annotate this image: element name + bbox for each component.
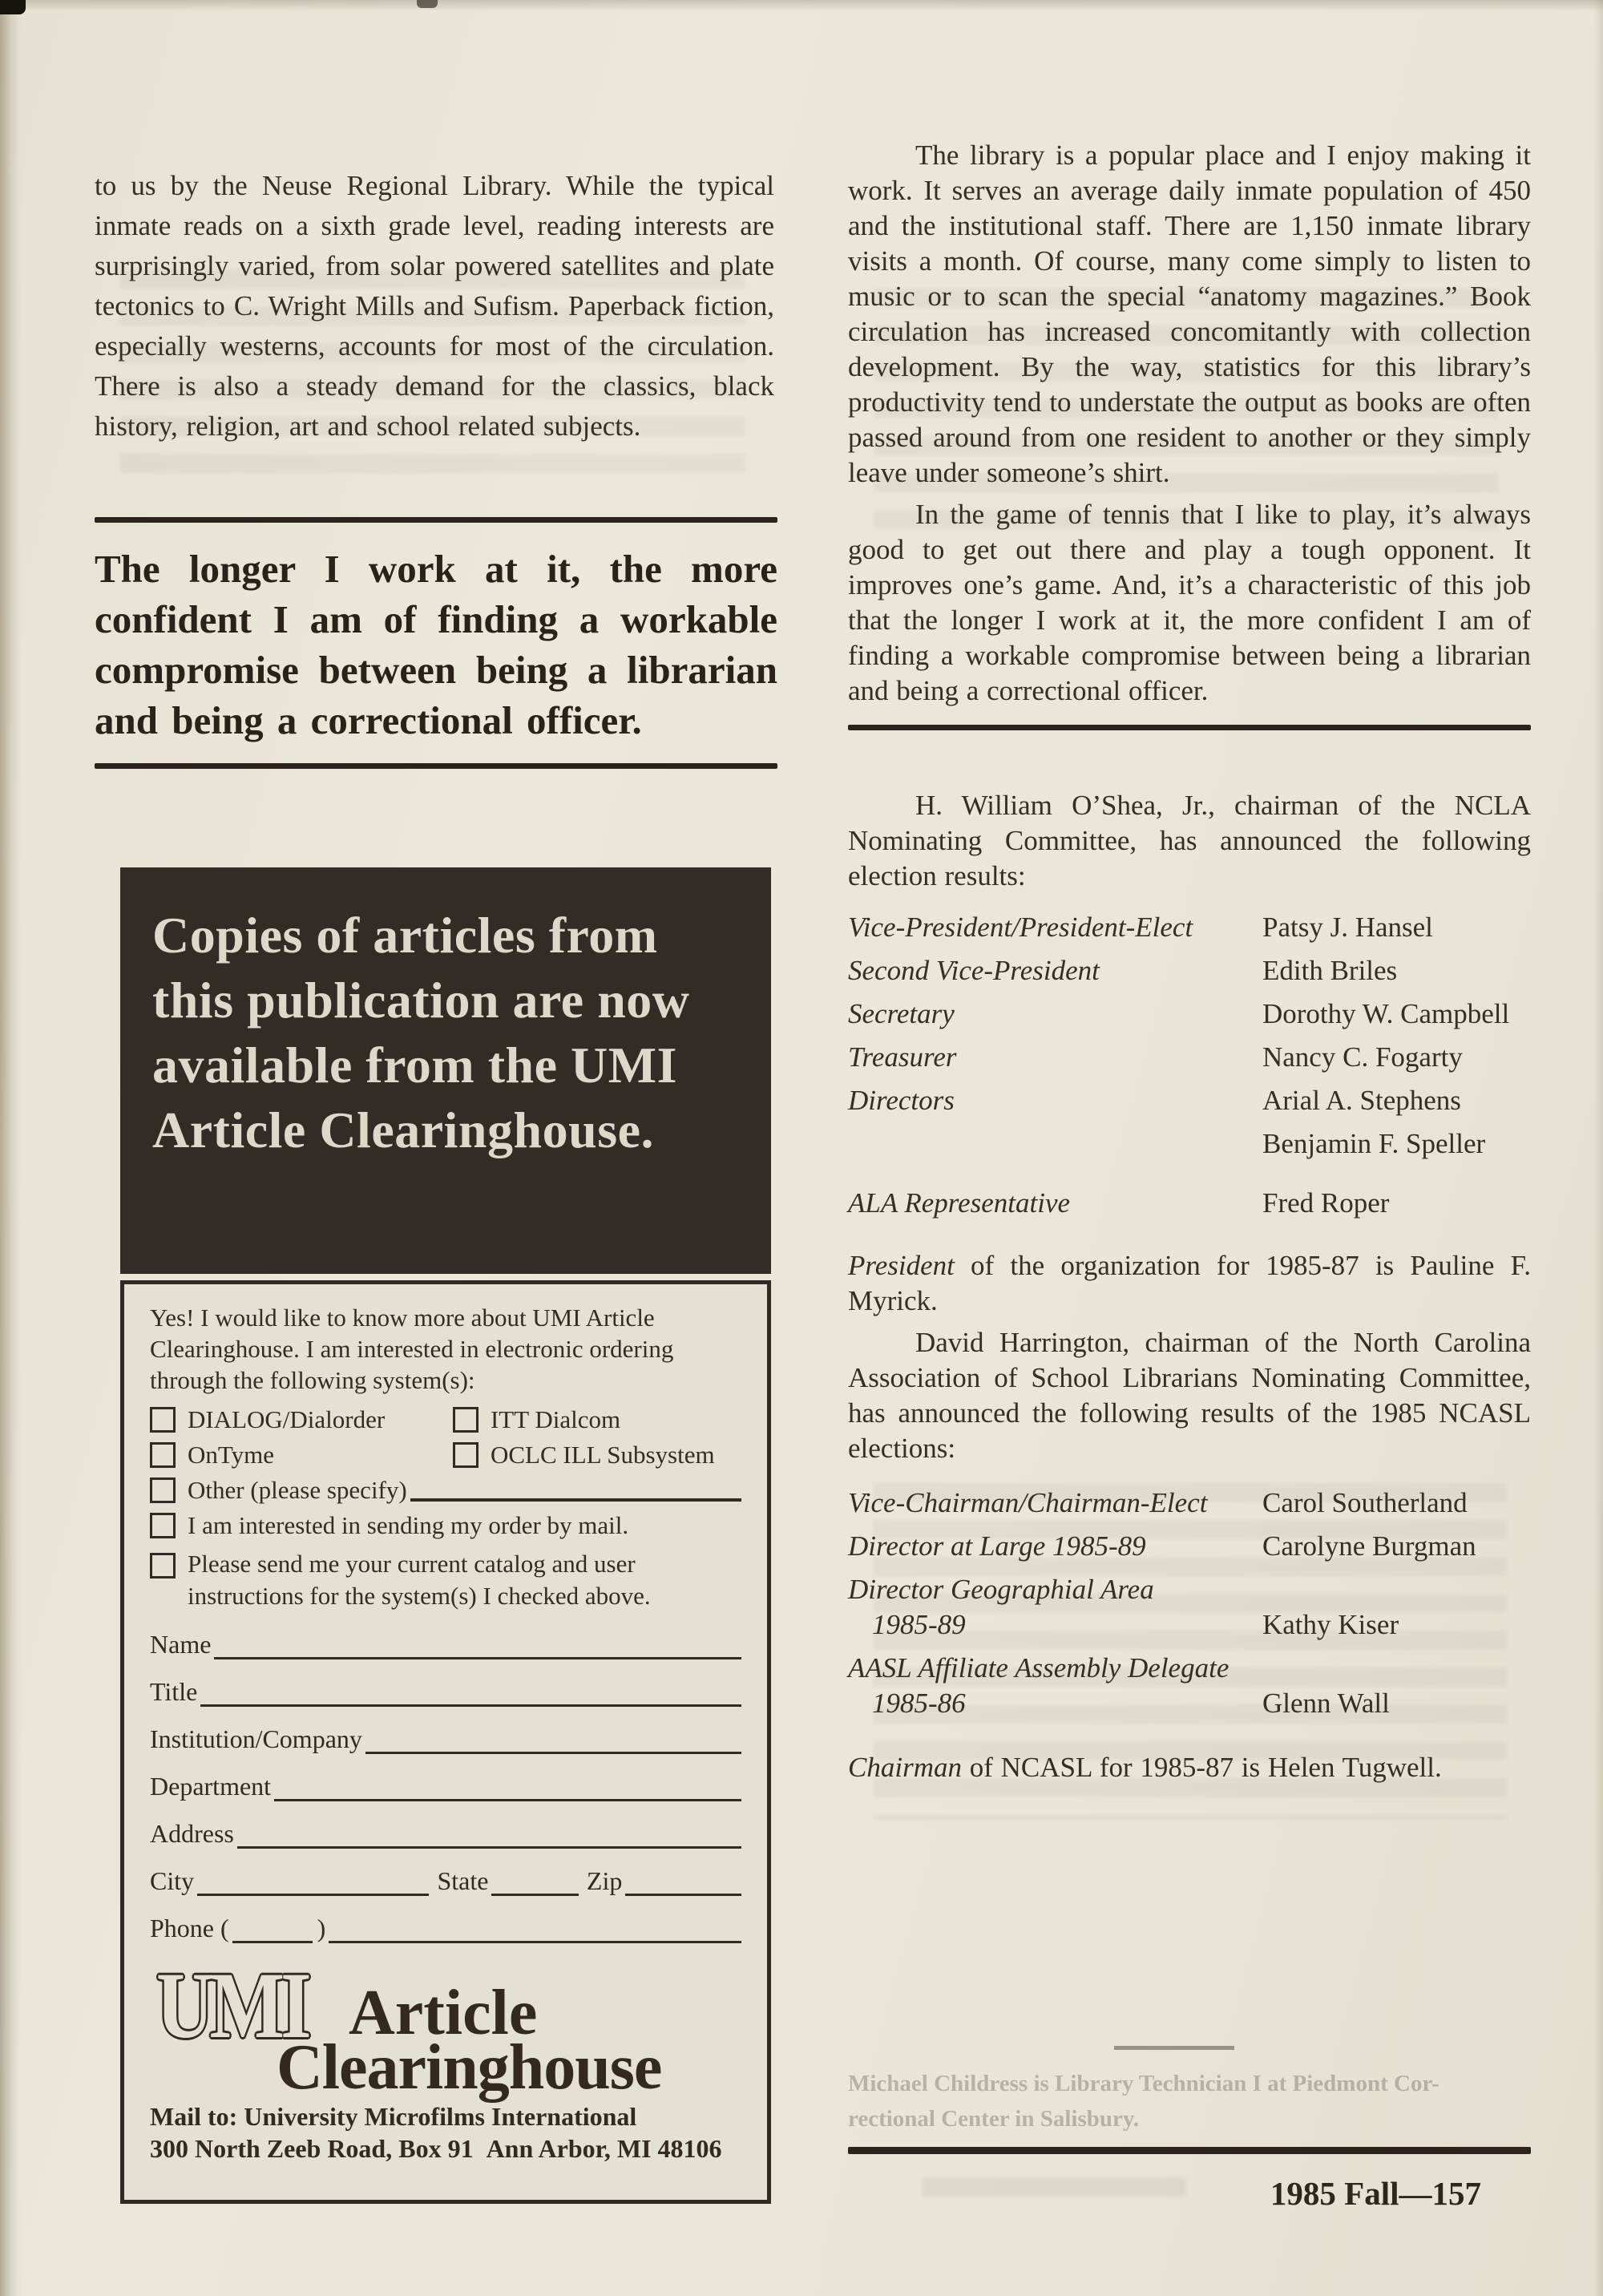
nominee-name: Carol Southerland [1262, 1487, 1468, 1518]
office-label-line: Treasurer [848, 1041, 957, 1073]
page-edge-shadow [1593, 0, 1603, 2296]
president-line-rest: of the organization for 1985-87 is Pauline F. Myrick. [848, 1250, 1531, 1316]
office-label: President [848, 1250, 955, 1281]
election-row [848, 1040, 1531, 1075]
checkbox[interactable] [150, 1553, 176, 1578]
office-label-line: Vice-Chairman/Chairman-Elect [848, 1487, 1208, 1518]
office-label [848, 1529, 1262, 1564]
nominee-names [1262, 910, 1531, 945]
chairman-line [848, 1750, 1531, 1785]
checkbox[interactable] [150, 1477, 176, 1503]
ncasl-election-results [848, 1486, 1531, 1721]
election-row [848, 1486, 1531, 1521]
office-label-line: Secretary [848, 998, 955, 1029]
state-input-line[interactable] [491, 1870, 578, 1896]
office-label-line: 1985-89 [872, 1609, 966, 1640]
article-paragraph: The library is a popular place and I enjoy making it work. It serves an average daily inmate population of 450 and the institutional staff. There are 1,150 inmate library visits a month. Of course, many come simply to listen to music or to scan the special “anatomy magazines.” Book circulation has increased concomitantly with collection development. By the way, statistics for this library’s productivity tend to understate the output as books are often passed around from one resident to another or they simply leave under someone’s shirt. [848, 139, 1531, 488]
nominee-names [1262, 996, 1531, 1032]
title-input-line[interactable] [200, 1680, 741, 1707]
nominee-names [1262, 1686, 1531, 1721]
field-label: ) [317, 1914, 326, 1942]
institution-input-line[interactable] [365, 1728, 741, 1754]
form-intro: Yes! I would like to know more about UMI Article Clearinghouse. I am interested in electronic ordering through the following system(s): [150, 1304, 674, 1394]
footer-rule [848, 2147, 1531, 2154]
pull-quote: The longer I work at it, the more confident I am of finding a workable compromise between being a librarian and being a correctional officer. [95, 547, 777, 742]
office-label-line: ALA Representative [848, 1187, 1071, 1219]
department-input-line[interactable] [274, 1775, 741, 1801]
article-paragraph: David Harrington, chairman of the North Carolina Association of School Librarians Nominating Committee, has announced the following results of the 1985 NCASL elections: [848, 1327, 1531, 1464]
office-label [848, 1486, 1262, 1521]
name-input-line[interactable] [214, 1633, 741, 1659]
election-row [848, 1572, 1531, 1643]
field-label: Department [150, 1772, 272, 1801]
election-row [848, 996, 1531, 1032]
nominee-name: Carolyne Burgman [1262, 1530, 1476, 1562]
right-column [848, 138, 1531, 1785]
office-label-line: Directors [848, 1085, 955, 1116]
pull-quote-block [95, 517, 777, 769]
checkbox[interactable] [150, 1513, 176, 1538]
system-option-ontyme[interactable] [150, 1441, 453, 1469]
umi-logo-text: UMI [156, 1953, 308, 2058]
page-gutter-shadow [0, 0, 21, 2296]
election-row [848, 910, 1531, 945]
system-option-oclc[interactable] [453, 1441, 741, 1469]
zip-input-line[interactable] [625, 1870, 741, 1896]
field-label: Phone ( [150, 1914, 229, 1942]
field-label: Title [150, 1677, 198, 1706]
mail-order-option[interactable] [150, 1511, 741, 1540]
page-edge-shadow [0, 0, 1603, 11]
mail-to-line2: 300 North Zeeb Road, Box 91 Ann Arbor, MI 48106 [150, 2134, 722, 2163]
office-label [848, 910, 1262, 945]
author-footnote [848, 2046, 1531, 2136]
nominee-name: Arial A. Stephens [1262, 1085, 1461, 1116]
article-paragraph: In the game of tennis that I like to play, it’s always good to get out there and play a tough opponent. It improves one’s game. And, it’s a characteristic of this job that the longer I work at it, the more confident I am of finding a workable compromise between being a librarian and being a correctional officer. [848, 499, 1531, 706]
field-phone [150, 1914, 741, 1943]
logo-article-text: Article [349, 1978, 538, 2048]
president-line [848, 1248, 1531, 1319]
nominee-name: Glenn Wall [1262, 1688, 1390, 1719]
office-label-line: Vice-President/President-Elect [848, 912, 1193, 943]
field-label: Zip [586, 1866, 623, 1895]
system-option-dialog[interactable] [150, 1405, 453, 1434]
field-department [150, 1772, 741, 1801]
checkbox[interactable] [150, 1407, 176, 1433]
field-city-state-zip [150, 1866, 741, 1896]
footnote-line1: Michael Childress is Library Technician I at Piedmont Cor- [848, 2071, 1439, 2096]
field-address [150, 1819, 741, 1849]
divider-rule [95, 517, 777, 523]
election-row [848, 1083, 1531, 1162]
office-label [848, 1040, 1262, 1075]
other-option[interactable] [150, 1476, 741, 1505]
field-title [150, 1677, 741, 1707]
mail-to-line1: Mail to: University Microfilms International [150, 2102, 637, 2131]
system-option-label: OCLC ILL Subsystem [490, 1441, 715, 1469]
city-input-line[interactable] [197, 1870, 429, 1896]
footnote-text [848, 2066, 1531, 2136]
office-label-line: AASL Affiliate Assembly Delegate [848, 1652, 1230, 1684]
area-code-input-line[interactable] [232, 1917, 313, 1943]
ad-headline: Copies of articles from this publication are now available from the UMI Article Clearinghouse. [152, 907, 690, 1158]
catalog-option[interactable] [150, 1548, 741, 1612]
nominee-names [1262, 1607, 1531, 1643]
nominee-names [1262, 1040, 1531, 1075]
office-label [848, 996, 1262, 1032]
nominee-names [1262, 1529, 1531, 1564]
nominee-name: Benjamin F. Speller [1262, 1128, 1486, 1159]
nominee-name: Patsy J. Hansel [1262, 912, 1433, 943]
divider-rule [95, 763, 777, 769]
office-label-line: 1985-86 [872, 1688, 966, 1719]
office-label [848, 1572, 1262, 1643]
form-fields [150, 1630, 741, 1943]
footnote-rule [1114, 2046, 1234, 2050]
nominee-name: Fred Roper [1262, 1187, 1390, 1219]
other-specify-line[interactable] [410, 1479, 741, 1502]
field-name [150, 1630, 741, 1659]
office-label-line: Director at Large 1985-89 [848, 1530, 1146, 1562]
field-label: State [437, 1866, 489, 1895]
chairman-line-rest: of NCASL for 1985-87 is Helen Tugwell. [961, 1752, 1442, 1783]
office-label [848, 953, 1262, 988]
ncla-election-results [848, 910, 1531, 1221]
office-label [848, 1186, 1262, 1221]
umi-ad-box [120, 867, 771, 1274]
divider-rule [848, 725, 1531, 730]
checkbox[interactable] [453, 1407, 478, 1433]
office-label [848, 1651, 1262, 1721]
mail-order-label: I am interested in sending my order by mail. [188, 1511, 629, 1539]
field-institution [150, 1724, 741, 1754]
catalog-option-label: Please send me your current catalog and user instructions for the system(s) I checked above. [188, 1550, 651, 1610]
article-paragraph: H. William O’Shea, Jr., chairman of the NCLA Nominating Committee, has announced the following election results: [848, 790, 1531, 891]
other-option-label: Other (please specify) [188, 1476, 407, 1504]
nominee-name: Kathy Kiser [1262, 1609, 1399, 1640]
umi-clearinghouse-logo [150, 1950, 741, 2103]
article-paragraph: to us by the Neuse Regional Library. While the typical inmate reads on a sixth grade level, reading interests are surprisingly varied, from solar powered satellites and plate tectonics to C. Wright Mills and Sufism. Paperback fiction, especially westerns, accounts for most of the circulation. There is also a steady demand for the classics, black history, religion, art and school related subjects. [95, 170, 774, 442]
checkbox[interactable] [453, 1442, 478, 1468]
mail-to-address [150, 2100, 741, 2165]
system-option-itt[interactable] [453, 1405, 741, 1434]
system-option-label: ITT Dialcom [490, 1405, 621, 1433]
system-option-label: DIALOG/Dialorder [188, 1405, 386, 1433]
nominee-names [1262, 1486, 1531, 1521]
office-label: Chairman [848, 1752, 962, 1783]
nominee-name: Edith Briles [1262, 955, 1398, 986]
footnote-line2: rectional Center in Salisbury. [848, 2106, 1140, 2132]
office-label-line: Second Vice-President [848, 955, 1100, 986]
election-row [848, 1529, 1531, 1564]
address-input-line[interactable] [237, 1822, 741, 1849]
page-number: 1985 Fall—157 [1270, 2175, 1481, 2212]
election-row [848, 1186, 1531, 1221]
field-label: Address [150, 1819, 234, 1848]
scan-edge-mark [417, 0, 438, 8]
logo-clearinghouse-text: Clearinghouse [277, 2032, 662, 2103]
nominee-name: Nancy C. Fogarty [1262, 1041, 1463, 1073]
nominee-name: Dorothy W. Campbell [1262, 998, 1510, 1029]
checkbox[interactable] [150, 1442, 176, 1468]
election-row [848, 1651, 1531, 1721]
system-option-label: OnTyme [188, 1441, 275, 1469]
office-label [848, 1083, 1262, 1118]
field-label: Institution/Company [150, 1724, 362, 1753]
nominee-names [1262, 953, 1531, 988]
field-label: City [150, 1866, 195, 1895]
nominee-names [1262, 1186, 1531, 1221]
office-label-line: Director Geographial Area [848, 1574, 1154, 1605]
umi-order-form [120, 1280, 771, 2204]
scan-corner-mark [0, 0, 26, 14]
election-row [848, 953, 1531, 988]
phone-input-line[interactable] [329, 1917, 741, 1943]
field-label: Name [150, 1630, 212, 1659]
nominee-names [1262, 1083, 1531, 1162]
system-options [150, 1405, 741, 1469]
